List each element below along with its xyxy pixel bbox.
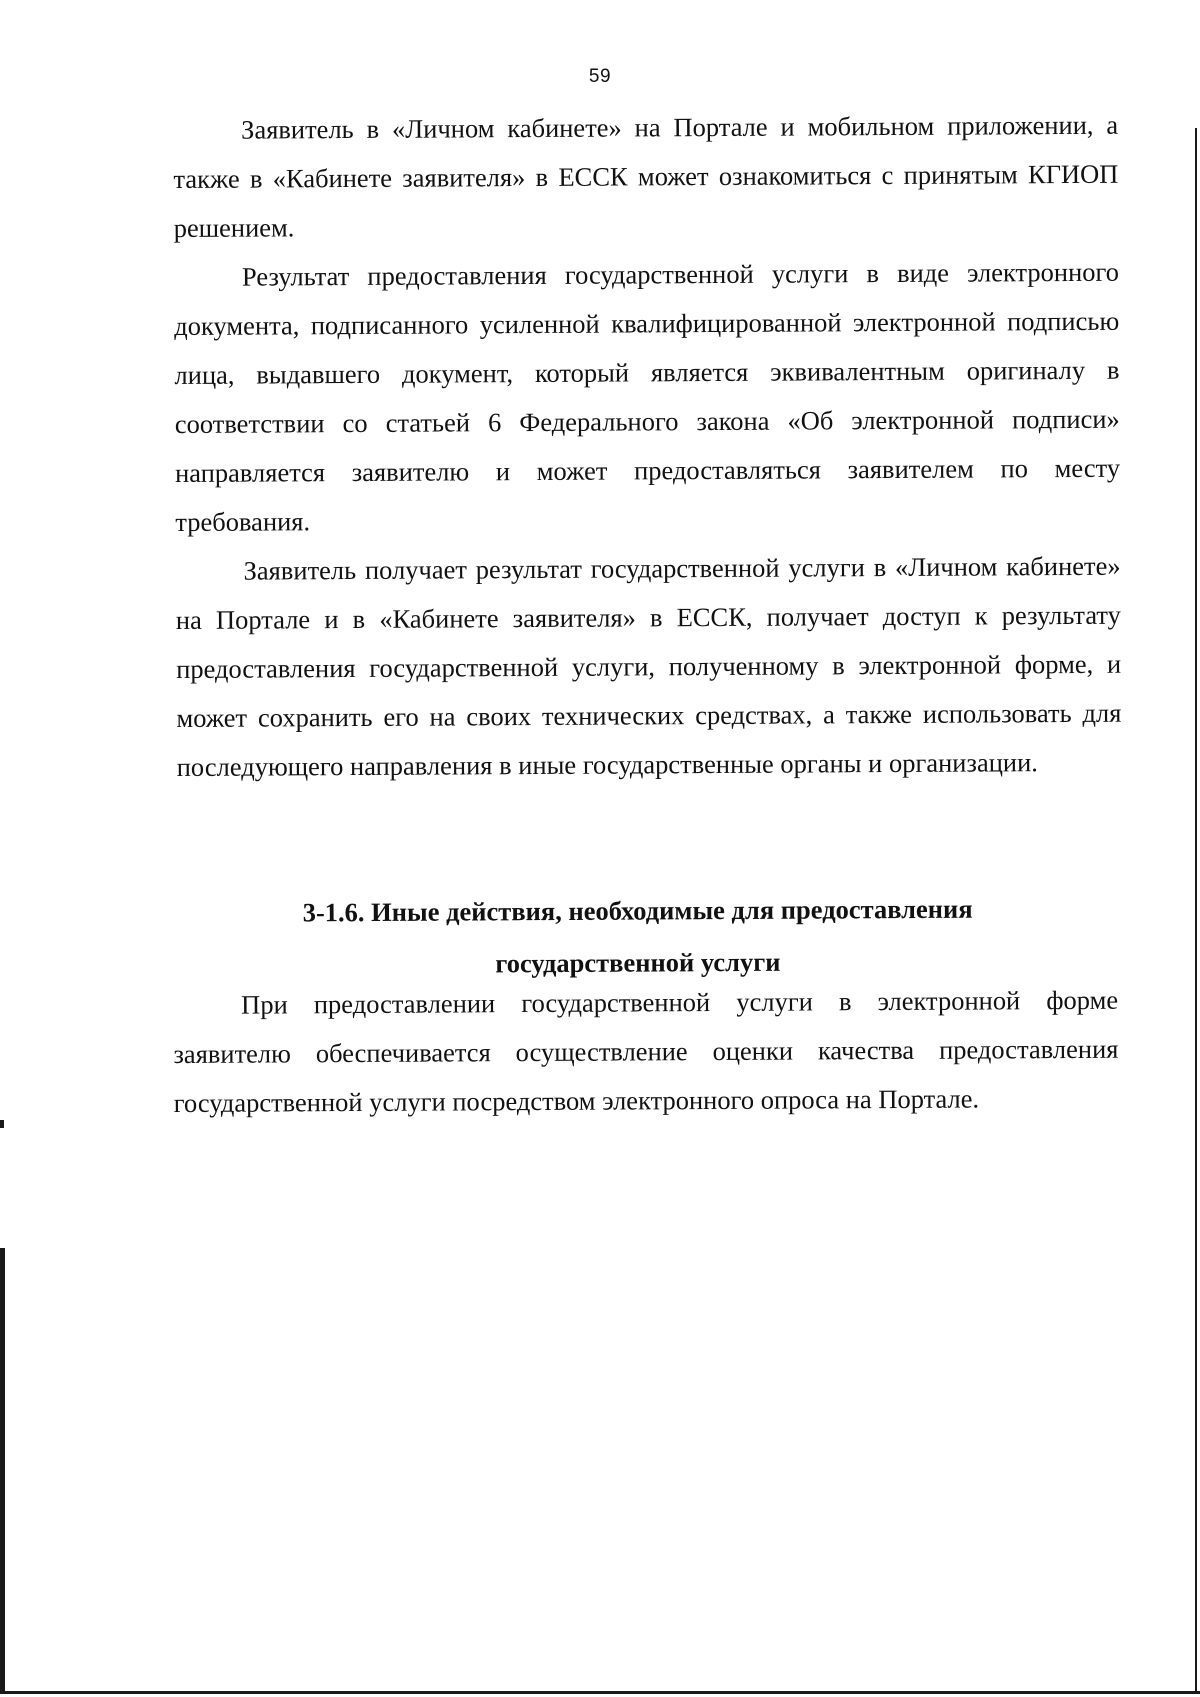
paragraph-service-result: Результат предоставления государственной услуги в виде электронного документа, подписанного усиленной квалифицированной электронной подписью лица, выдавшего документ, который является эквивалентным оригиналу в соответствии со статьей 6 Федерального закона «Об электронной подписи» направляется заявителю и может предоставляться заявителем по месту требования. <box>174 256 1121 537</box>
page-number: 59 <box>588 66 612 87</box>
scan-mark-left <box>0 1120 4 1128</box>
scan-border-right <box>1195 128 1197 1694</box>
paragraph-applicant-receives: Заявитель получает результат государственной услуги в «Личном кабинете» на Портале и в «Кабинете заявителя» в ЕССК, получает доступ к результату предоставления государственной услуги, полученному в электронной форме, и может сохранить его на своих технических средствах, а также использовать для последующего направления в иные государственные органы и организации. <box>175 550 1122 782</box>
body-text-lower <box>173 976 1119 1128</box>
scan-border-bottom <box>0 1691 1200 1694</box>
section-heading-line-2: государственной услуги <box>495 946 781 979</box>
section-heading-line-1: 3-1.6. Иные действия, необходимые для предоставления <box>302 893 973 928</box>
scan-border-left <box>0 1248 5 1694</box>
body-text-upper <box>173 101 1122 792</box>
paragraph-personal-cabinet: Заявитель в «Личном кабинете» на Портале и мобильном приложении, а также в «Кабинете заявителя» в ЕССК может ознакомиться с принятым КГИОП решением. <box>173 109 1119 243</box>
section-heading <box>200 882 1076 991</box>
paragraph-quality-assessment: При предоставлении государственной услуги в электронной форме заявителю обеспечивается осуществление оценки качества предоставления государственной услуги посредством электронного опроса на Портале. <box>173 984 1119 1118</box>
